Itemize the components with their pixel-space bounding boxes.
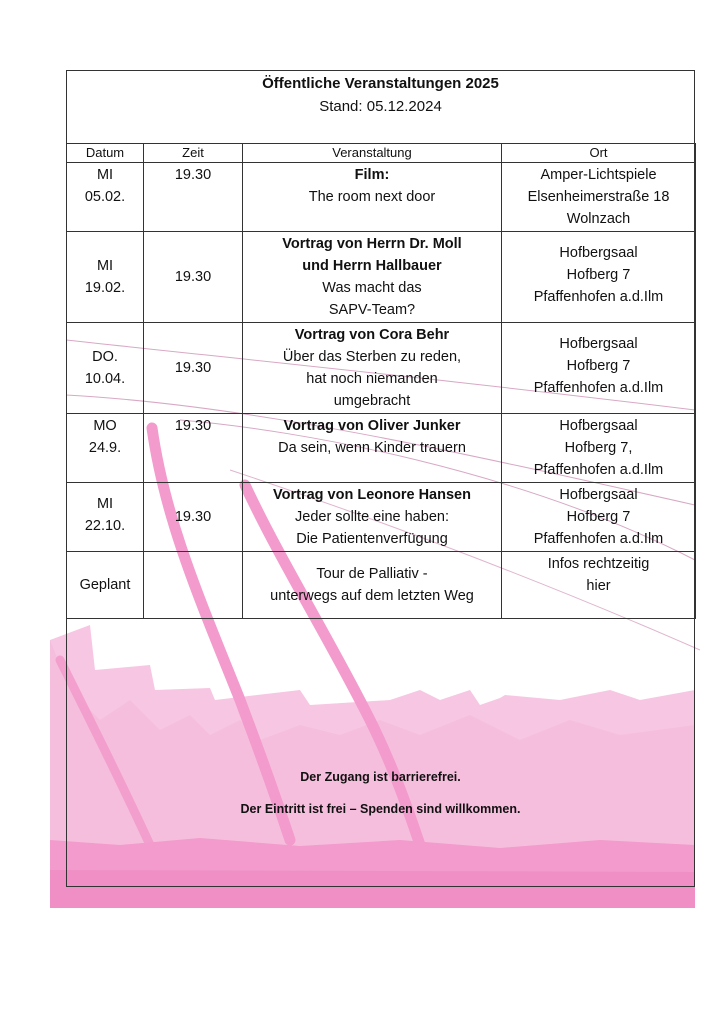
event-desc: umgebracht [333,393,411,409]
datum-cell [67,163,144,232]
event-desc: SAPV-Team? [328,302,416,318]
event-desc: Da sein, wenn Kinder trauern [278,440,466,456]
datum-cell [67,483,144,552]
event-desc: Tour de Palliativ - [316,566,428,582]
zeit-cell: 19.30 [144,232,243,323]
zeit-cell: 19.30 [144,483,243,552]
weekday: Geplant [79,577,131,593]
event-desc: Jeder sollte eine haben: [295,509,449,525]
weekday: MI [96,496,114,512]
ort-cell [502,163,696,232]
event-desc: Über das Sterben zu reden, [282,349,462,365]
date: 05.02. [84,189,126,205]
weekday: MI [96,258,114,274]
event-cell [243,163,502,232]
table-row [67,483,696,552]
event-title: Vortrag von Oliver Junker [283,418,461,434]
date: 22.10. [84,518,126,534]
ort-line: Hofberg 7 [566,509,631,525]
header [66,70,695,143]
ort-line: Amper-Lichtspiele [540,167,657,183]
event-cell [243,552,502,619]
ort-cell [502,414,696,483]
datum-cell [67,323,144,414]
date: 24.9. [88,440,122,456]
ort-cell [502,552,696,619]
column-header-ort: Ort [502,144,696,163]
entry-note: Der Eintritt ist frei – Spenden sind willkommen. [240,802,521,816]
column-header-datum: Datum [67,144,144,163]
ort-line: Elsenheimerstraße 18 [527,189,670,205]
ort-line: Infos rechtzeitig [547,556,650,572]
event-title: Film: [354,167,390,183]
event-desc: unterwegs auf dem letzten Weg [270,588,474,604]
zeit-cell: 19.30 [144,323,243,414]
ort-line: Hofbergsaal [559,487,638,503]
zeit-cell: 19.30 [144,414,243,483]
ort-line: Pfaffenhofen a.d.Ilm [533,462,664,478]
stand-date: Stand: 05.12.2024 [319,98,442,115]
datum-cell [67,552,144,619]
table-header-row [67,144,696,163]
event-title: Vortrag von Herrn Dr. Moll [282,236,462,252]
column-header-veranstaltung: Veranstaltung [243,144,502,163]
event-cell [243,323,502,414]
ort-line: Pfaffenhofen a.d.Ilm [533,531,664,547]
ort-cell [502,232,696,323]
ort-line: Wolnzach [566,211,631,227]
datum-cell [67,414,144,483]
zeit-cell [144,552,243,619]
page-title: Öffentliche Veranstaltungen 2025 [262,75,499,92]
weekday: DO. [92,349,118,365]
event-title: und Herrn Hallbauer [302,258,442,274]
column-header-zeit: Zeit [144,144,243,163]
table-row [67,232,696,323]
ort-line: Hofberg 7, [564,440,633,456]
ort-line: Hofbergsaal [559,245,638,261]
table-row [67,414,696,483]
zeit-cell: 19.30 [144,163,243,232]
ort-line: Hofbergsaal [559,418,638,434]
event-title: Vortrag von Cora Behr [294,327,450,343]
event-cell [243,232,502,323]
ort-line: Pfaffenhofen a.d.Ilm [533,289,664,305]
ort-line: Hofbergsaal [559,336,638,352]
event-title: Vortrag von Leonore Hansen [273,487,471,503]
table-row [67,552,696,619]
ort-line: Hofberg 7 [566,358,631,374]
date: 19.02. [84,280,126,296]
weekday: MO [93,418,117,434]
ort-line: Pfaffenhofen a.d.Ilm [533,380,664,396]
ort-cell [502,323,696,414]
access-note: Der Zugang ist barrierefrei. [300,770,461,784]
ort-line: hier [586,578,611,594]
table-row [67,323,696,414]
datum-cell [67,232,144,323]
weekday: MI [96,167,114,183]
event-desc: The room next door [308,189,436,205]
ort-line: Hofberg 7 [566,267,631,283]
event-desc: Was macht das [322,280,422,296]
event-cell [243,414,502,483]
event-cell [243,483,502,552]
schedule-table [66,143,696,619]
table-row [67,163,696,232]
date: 10.04. [84,371,126,387]
event-desc: Die Patientenverfügung [296,531,448,547]
event-desc: hat noch niemanden [306,371,438,387]
ort-cell [502,483,696,552]
